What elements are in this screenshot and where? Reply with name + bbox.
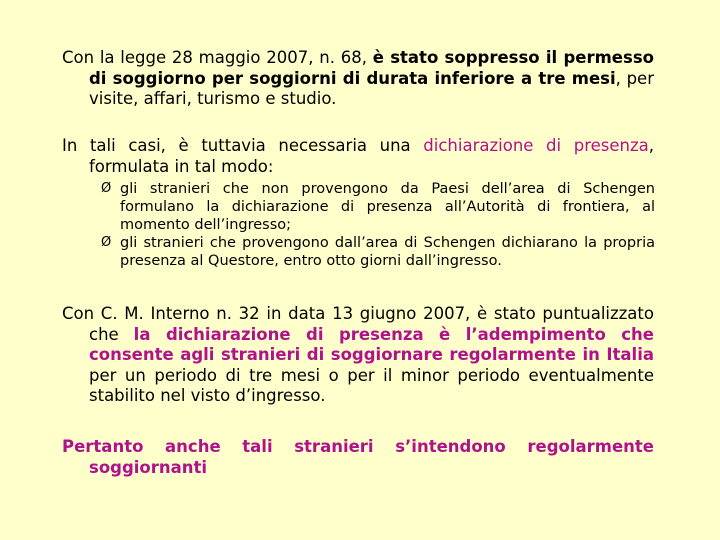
paragraph2-plain: In tali casi, è tuttavia necessaria una	[62, 136, 424, 155]
paragraph1-plain: Con la legge 28 maggio 2007, n. 68,	[62, 48, 373, 67]
paragraph2-rest: , formulata in tal modo:	[89, 136, 655, 176]
paragraph1-bold: è stato soppresso il permesso di soggiorno per soggiorni di durata inferiore a tre mesi	[89, 48, 654, 88]
paragraph-circular	[62, 304, 654, 407]
paragraph3-highlight: la dichiarazione di presenza è l’adempimento che consente agli stranieri di soggiornare regolarmente in Italia	[89, 324, 654, 364]
paragraph3-rest: per un periodo di tre mesi o per il minor periodo eventualmente stabilito nel visto d’ingresso.	[89, 365, 654, 405]
bullet-text: gli stranieri che provengono dall’area di Schengen dichiarano la propria presenza al Questore, entro otto giorni dall’ingresso.	[120, 235, 655, 269]
bullet-list	[62, 180, 655, 270]
list-item	[62, 180, 655, 234]
paragraph-conclusion	[62, 437, 654, 478]
paragraph-law-abolition	[62, 48, 654, 110]
paragraph1-rest: , per visite, affari, turismo e studio.	[89, 68, 654, 108]
paragraph2-highlight: dichiarazione di presenza	[423, 136, 649, 155]
paragraph4-highlight: Pertanto anche tali stranieri s’intendono regolarmente soggiornanti	[62, 437, 654, 477]
paragraph3-plain: Con C. M. Interno n. 32 in data 13 giugno 2007, è stato puntualizzato che	[62, 304, 654, 344]
paragraph-declaration-needed	[62, 136, 654, 177]
arrow-bullet-icon: Ø	[101, 181, 112, 196]
bullet-text: gli stranieri che non provengono da Paesi dell’area di Schengen formulano la dichiarazione di presenza all’Autorità di frontiera, al momento dell’ingresso;	[120, 181, 655, 233]
list-item	[62, 234, 655, 270]
arrow-bullet-icon: Ø	[101, 235, 112, 250]
